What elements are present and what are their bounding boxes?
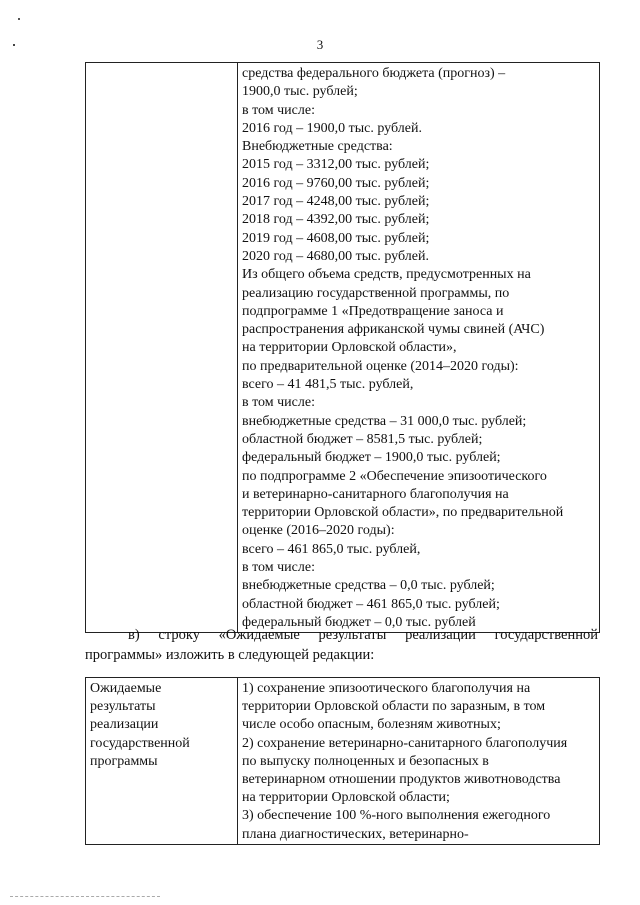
text-line: областной бюджет – 461 865,0 тыс. рублей; [242,596,500,612]
text-line: 2020 год – 4680,00 тыс. рублей. [242,248,429,264]
funding-table [85,62,600,633]
text-line: реализацию государственной программы, по [242,285,510,301]
text-line: 2019 год – 4608,00 тыс. рублей; [242,230,430,246]
text-line: подпрограмме 1 «Предотвращение заноса и [242,303,504,319]
text-line: 1) сохранение эпизоотического благополучия на [242,681,531,696]
expected-results-label-cell [86,678,238,845]
text-line: на территории Орловской области; [242,790,450,806]
text-line: 2018 год – 4392,00 тыс. рублей; [242,212,430,228]
text-line: федеральный бюджет – 0,0 тыс. рублей [242,614,476,630]
text-line: 3) обеспечение 100 %-ного выполнения ежегодного [242,808,551,824]
paragraph-line: в) строку «Ожидаемые результаты реализации государственной [128,627,598,643]
text-line: числе особо опасным, болезням животных; [242,717,501,733]
text-line: всего – 41 481,5 тыс. рублей, [242,377,414,393]
text-line: распространения африканской чумы свиней (АЧС) [242,322,545,338]
text-line: территории Орловской области», по предварительной [242,505,564,521]
label-line: результаты [90,699,156,715]
text-line: внебюджетные средства – 31 000,0 тыс. рублей; [242,413,527,429]
instruction-paragraph [85,625,598,665]
text-line: в том числе: [242,560,315,576]
expected-results-table [85,677,600,845]
text-line: территории Орловской области по заразным, в том [242,699,546,715]
label-line: государственной [90,735,190,751]
text-line: в том числе: [242,395,315,411]
text-line: Из общего объема средств, предусмотренных на [242,267,531,283]
text-line: 2) сохранение ветеринарно-санитарного благополучия [242,735,568,751]
text-line: 2016 год – 1900,0 тыс. рублей. [242,120,422,136]
funding-details-cell [238,63,600,633]
text-line: Внебюджетные средства: [242,139,393,155]
text-line: плана диагностических, ветеринарно- [242,826,469,842]
text-line: и ветеринарно-санитарного благополучия на [242,486,509,502]
text-line: по подпрограмме 2 «Обеспечение эпизоотического [242,468,547,484]
text-line: 2016 год – 9760,00 тыс. рублей; [242,175,430,191]
text-line: в том числе: [242,102,315,118]
text-line: оценке (2016–2020 годы): [242,523,395,539]
expected-results-content-cell [238,678,600,845]
page-number: 3 [316,37,324,52]
label-line: реализации [90,717,159,733]
text-line: по выпуску полноценных и безопасных в [242,753,489,769]
text-line: областной бюджет – 8581,5 тыс. рублей; [242,431,483,447]
text-line: федеральный бюджет – 1900,0 тыс. рублей; [242,450,501,466]
scan-speck [18,18,20,20]
text-line: 2015 год – 3312,00 тыс. рублей; [242,157,430,173]
table-cell-empty [86,63,238,633]
text-line: по предварительной оценке (2014–2020 годы): [242,358,519,374]
paragraph-line: программы» изложить в следующей редакции: [85,647,375,663]
text-line: ветеринарном отношении продуктов животноводства [242,772,561,788]
footer-rule [10,896,160,897]
label-line: программы [90,753,158,769]
label-line: Ожидаемые [90,681,162,696]
text-line: средства федерального бюджета (прогноз) – [242,66,506,81]
text-line: внебюджетные средства – 0,0 тыс. рублей; [242,578,495,594]
text-line: 2017 год – 4248,00 тыс. рублей; [242,194,430,210]
table-row [86,63,600,633]
text-line: всего – 461 865,0 тыс. рублей, [242,541,421,557]
table-row [86,678,600,845]
text-line: на территории Орловской области», [242,340,457,356]
text-line: 1900,0 тыс. рублей; [242,84,358,100]
